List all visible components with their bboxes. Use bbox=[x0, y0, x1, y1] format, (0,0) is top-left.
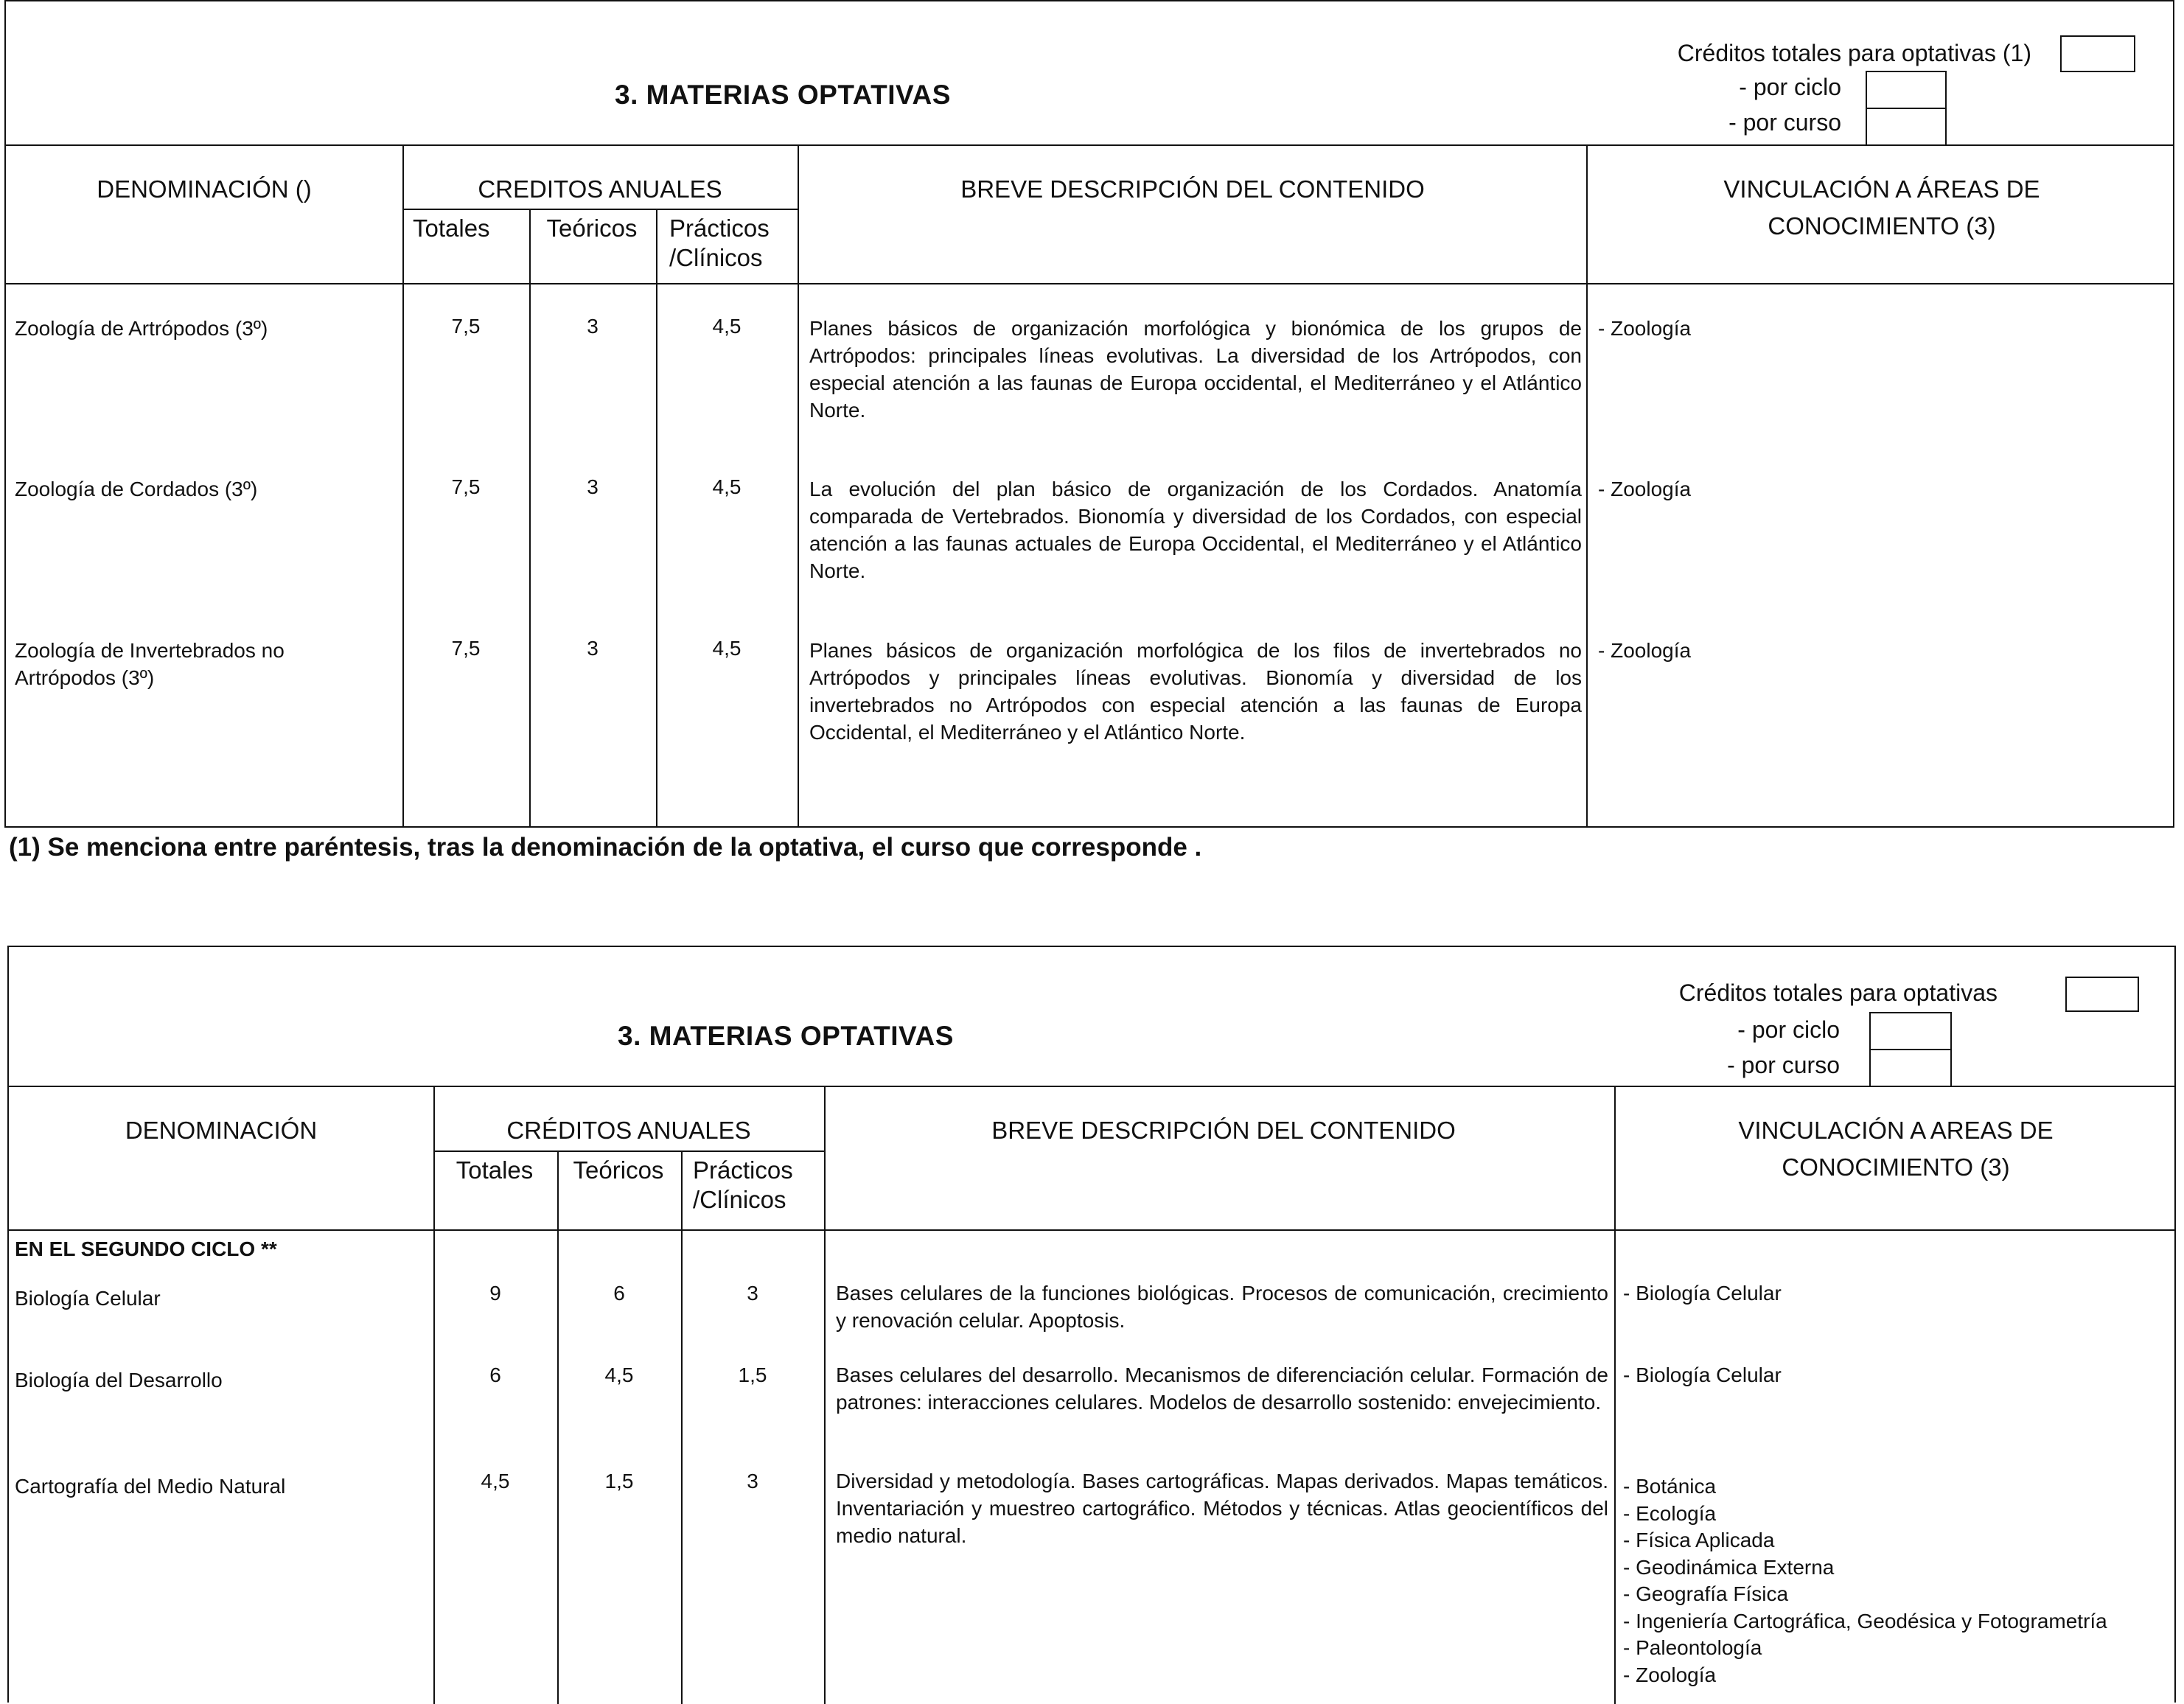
bottom-col-line-3 bbox=[681, 1152, 683, 1704]
top-row-2-area-1: - Zoología bbox=[1598, 478, 1692, 500]
top-credits-total-label: Créditos totales para optativas (1) bbox=[1677, 40, 2031, 66]
bottom-section-header bbox=[9, 947, 2174, 1087]
bottom-row-1-teoricos: 6 bbox=[613, 1282, 625, 1305]
bottom-row-3-practicos: 3 bbox=[747, 1470, 758, 1492]
bottom-row-2-description: Bases celulares del desarrollo. Mecanismos de diferenciación celular. Formación de patrones: interacciones celulares. Modelos de desarrollo sostenido: envejecimiento. bbox=[836, 1363, 1608, 1414]
bottom-section-title: 3. MATERIAS OPTATIVAS bbox=[618, 1021, 954, 1051]
top-row-1-name: Zoología de Artrópodos (3º) bbox=[15, 317, 268, 340]
bottom-header-bottom-line bbox=[9, 1229, 2176, 1231]
bottom-col-line-1 bbox=[433, 1087, 435, 1704]
bottom-group-label: EN EL SEGUNDO CICLO ** bbox=[15, 1237, 277, 1260]
top-row-3-practicos: 4,5 bbox=[712, 637, 742, 660]
bottom-credits-total-label: Créditos totales para optativas bbox=[1678, 980, 1998, 1006]
top-per-cycle-label: - por ciclo bbox=[1739, 74, 1841, 100]
top-row-2-practicos: 4,5 bbox=[712, 475, 742, 498]
bottom-credits-total-box[interactable] bbox=[2065, 977, 2139, 1012]
bottom-per-cycle-box[interactable] bbox=[1869, 1012, 1952, 1050]
bottom-row-1-totales: 9 bbox=[489, 1282, 501, 1305]
bottom-row-3-area-item: - Física Aplicada bbox=[1623, 1529, 1775, 1551]
top-row-2-teoricos: 3 bbox=[587, 475, 599, 498]
top-col-line-4 bbox=[798, 146, 799, 828]
top-header-totales: Totales bbox=[413, 214, 490, 242]
top-header-clinicos: /Clínicos bbox=[669, 244, 763, 271]
bottom-row-3-area-item: - Botánica bbox=[1623, 1475, 1717, 1498]
bottom-row-3-area-item: - Paleontología bbox=[1623, 1636, 1762, 1659]
top-row-1-practicos: 4,5 bbox=[712, 315, 742, 338]
top-credits-total-box[interactable] bbox=[2060, 35, 2135, 72]
bottom-optional-subjects-section bbox=[7, 946, 2176, 1703]
top-row-1-totales: 7,5 bbox=[451, 315, 481, 338]
bottom-header-denominacion: DENOMINACIÓN bbox=[125, 1117, 318, 1144]
bottom-header-vinculacion-1: VINCULACIÓN A AREAS DE bbox=[1738, 1117, 2054, 1144]
top-row-2-description: La evolución del plan básico de organización de los Cordados. Anatomía comparada de Vertebrados. Bionomía y diversidad de los Cordados, con especial atención a las faunas actuales de Europa Occidental, el Mediterráneo y el Atlántico Norte. bbox=[809, 478, 1582, 582]
bottom-col-line-4 bbox=[824, 1087, 826, 1704]
top-header-vinculacion-1: VINCULACIÓN A ÁREAS DE bbox=[1723, 175, 2040, 203]
bottom-per-course-box[interactable] bbox=[1869, 1049, 1952, 1087]
top-row-2-totales: 7,5 bbox=[451, 475, 481, 498]
top-footnote: (1) Se menciona entre paréntesis, tras la denominación de la optativa, el curso que corresponde . bbox=[9, 833, 1202, 862]
top-optional-subjects-section bbox=[4, 0, 2174, 828]
bottom-row-3-areas-list bbox=[1623, 1473, 2172, 1689]
top-row-2-name: Zoología de Cordados (3º) bbox=[15, 478, 258, 500]
top-header-creditos: CREDITOS ANUALES bbox=[478, 175, 722, 203]
bottom-row-3-area-item: - Ecología bbox=[1623, 1501, 1717, 1525]
bottom-row-2-totales: 6 bbox=[489, 1363, 501, 1386]
bottom-header-vinculacion-2: CONOCIMIENTO (3) bbox=[1782, 1153, 2010, 1181]
bottom-header-descripcion: BREVE DESCRIPCIÓN DEL CONTENIDO bbox=[991, 1117, 1456, 1144]
bottom-header-teoricos: Teóricos bbox=[573, 1156, 664, 1184]
bottom-row-1-area-1: - Biología Celular bbox=[1623, 1282, 1782, 1305]
bottom-row-3-area-item: - Geodinámica Externa bbox=[1623, 1555, 1835, 1579]
top-row-3-description: Planes básicos de organización morfológica de los filos de invertebrados no Artrópodos y principales líneas evolutivas. Bionomía y diversidad de los invertebrados no Artrópodos con especial atención a las faunas de Europa Occidental, el Mediterráneo y el Atlántico Norte. bbox=[809, 639, 1582, 744]
bottom-per-course-label: - por curso bbox=[1727, 1052, 1840, 1078]
top-section-title: 3. MATERIAS OPTATIVAS bbox=[615, 80, 951, 110]
top-header-practicos: Prácticos bbox=[669, 214, 770, 242]
top-header-vinculacion-2: CONOCIMIENTO (3) bbox=[1768, 212, 1996, 240]
bottom-col-line-2 bbox=[557, 1152, 559, 1704]
bottom-header-practicos: Prácticos bbox=[693, 1156, 793, 1184]
bottom-row-3-teoricos: 1,5 bbox=[604, 1470, 634, 1492]
bottom-row-1-description: Bases celulares de la funciones biológicas. Procesos de comunicación, crecimiento y renovación celular. Apoptosis. bbox=[836, 1282, 1608, 1332]
bottom-row-1-name: Biología Celular bbox=[15, 1287, 161, 1310]
top-col-line-5 bbox=[1586, 146, 1588, 828]
top-row-1-description: Planes básicos de organización morfológica y bionómica de los grupos de Artrópodos: principales líneas evolutivas. La diversidad de los Artrópodos, con especial atención a las faunas de Europa occidental, el Mediterráneo y el Atlántico Norte. bbox=[809, 317, 1582, 422]
bottom-row-3-description: Diversidad y metodología. Bases cartográficas. Mapas derivados. Mapas temáticos. Inventariación y muestreo cartográfico. Métodos y técnicas. Atlas geocientíficos del medio natural. bbox=[836, 1470, 1608, 1547]
top-header-bottom-line bbox=[6, 283, 2173, 284]
top-row-3-teoricos: 3 bbox=[587, 637, 599, 660]
bottom-header-creditos: CRÉDITOS ANUALES bbox=[506, 1117, 751, 1144]
top-row-3-name: Zoología de Invertebrados no Artrópodos (3º) bbox=[15, 639, 285, 689]
bottom-per-cycle-label: - por ciclo bbox=[1737, 1016, 1840, 1043]
top-col-line-2 bbox=[529, 210, 531, 828]
top-header-denominacion: DENOMINACIÓN () bbox=[97, 175, 312, 203]
top-per-cycle-box[interactable] bbox=[1866, 71, 1947, 109]
top-header-teoricos: Teóricos bbox=[546, 214, 638, 242]
bottom-row-2-practicos: 1,5 bbox=[738, 1363, 767, 1386]
top-row-3-area-1: - Zoología bbox=[1598, 639, 1692, 662]
bottom-row-3-name: Cartografía del Medio Natural bbox=[15, 1475, 286, 1498]
top-row-1-area-1: - Zoología bbox=[1598, 317, 1692, 340]
bottom-row-2-area-1: - Biología Celular bbox=[1623, 1363, 1782, 1386]
bottom-row-3-area-item: - Zoología bbox=[1623, 1663, 1717, 1686]
bottom-row-2-teoricos: 4,5 bbox=[604, 1363, 634, 1386]
bottom-row-2-name: Biología del Desarrollo bbox=[15, 1369, 223, 1392]
top-section-header bbox=[6, 1, 2173, 146]
bottom-header-clinicos: /Clínicos bbox=[693, 1186, 786, 1213]
top-col-line-3 bbox=[656, 210, 657, 828]
top-per-course-label: - por curso bbox=[1728, 109, 1841, 136]
bottom-row-3-area-item: - Ingeniería Cartográfica, Geodésica y Fotogrametría bbox=[1623, 1609, 2107, 1633]
top-row-3-totales: 7,5 bbox=[451, 637, 481, 660]
top-row-1-teoricos: 3 bbox=[587, 315, 599, 338]
bottom-col-line-5 bbox=[1614, 1087, 1616, 1704]
bottom-header-totales: Totales bbox=[456, 1156, 534, 1184]
top-header-descripcion: BREVE DESCRIPCIÓN DEL CONTENIDO bbox=[960, 175, 1425, 203]
top-per-course-box[interactable] bbox=[1866, 108, 1947, 146]
bottom-row-1-practicos: 3 bbox=[747, 1282, 758, 1305]
bottom-row-3-totales: 4,5 bbox=[481, 1470, 510, 1492]
bottom-row-3-area-item: - Geografía Física bbox=[1623, 1582, 1789, 1605]
